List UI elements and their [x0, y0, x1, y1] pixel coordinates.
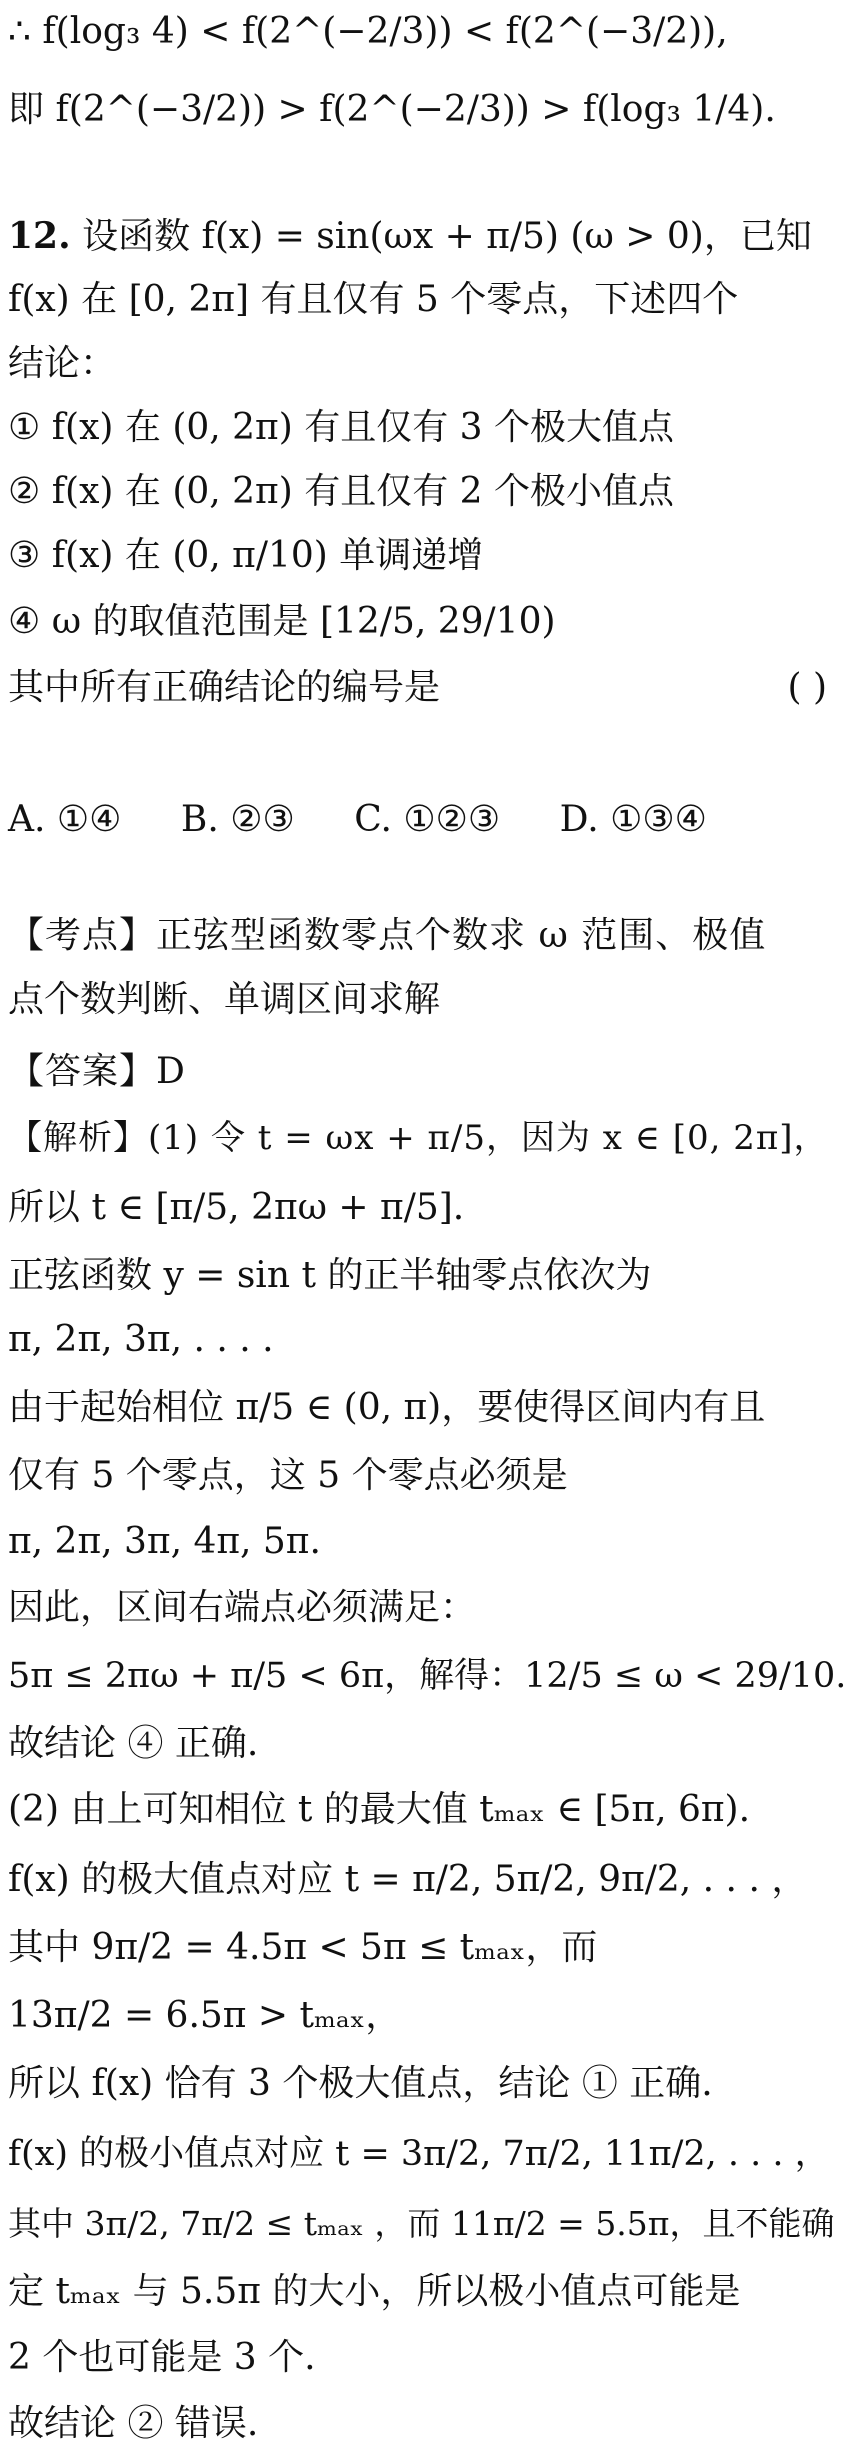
question-number: 12. [8, 215, 71, 257]
question-text: 设函数 f(x) = sin(ωx + π/5) (ω > 0)，已知 [82, 216, 812, 257]
text-line: 结论： [8, 343, 117, 384]
text-line: ∴ f(log₃ 4) < f(2^(−2/3)) < f(2^(−3/2)), [8, 11, 728, 52]
option-c: C. ①②③ [354, 799, 501, 840]
text-line: 13π/2 = 6.5π > tₘₐₓ， [8, 1995, 402, 2036]
question-prompt-line [8, 658, 847, 718]
text-line: π, 2π, 3π, . . . . [8, 1319, 274, 1360]
option-a: A. ①④ [8, 799, 122, 840]
text-line: 定 tₘₐₓ 与 5.5π 的大小，所以极小值点可能是 [8, 2271, 741, 2312]
statement-3: ③ f(x) 在 (0, π/10) 单调递增 [8, 535, 484, 576]
options-row [8, 790, 847, 850]
knowledge-point: 【考点】正弦型函数零点个数求 ω 范围、极值 [8, 915, 767, 956]
answer-line: 【答案】D [8, 1051, 186, 1092]
text-line: 其中 3π/2, 7π/2 ≤ tₘₐₓ ，而 11π/2 = 5.5π，且不能确 [8, 2204, 835, 2243]
text-line: 因此，区间右端点必须满足： [8, 1587, 477, 1628]
text-line: (2) 由上可知相位 t 的最大值 tₘₐₓ ∈ [5π, 6π). [8, 1789, 751, 1830]
text-line: 2 个也可能是 3 个. [8, 2337, 316, 2378]
option-d: D. ①③④ [559, 799, 707, 840]
statement-1: ① f(x) 在 (0, 2π) 有且仅有 3 个极大值点 [8, 407, 675, 448]
statement-2: ② f(x) 在 (0, 2π) 有且仅有 2 个极小值点 [8, 471, 675, 512]
text-line: 所以 f(x) 恰有 3 个极大值点，结论 ① 正确. [8, 2063, 713, 2104]
text-line: f(x) 的极小值点对应 t = 3π/2, 7π/2, 11π/2, . . . ， [8, 2134, 830, 2174]
text-line: 其中 9π/2 = 4.5π < 5π ≤ tₘₐₓ，而 [8, 1927, 598, 1968]
text-line: 故结论 ② 错误. [8, 2403, 259, 2444]
question-stem-line [8, 206, 847, 267]
text-line: 即 f(2^(−3/2)) > f(2^(−2/3)) > f(log₃ 1/4). [8, 89, 776, 130]
text-line: 故结论 ④ 正确. [8, 1723, 259, 1764]
option-b: B. ②③ [180, 799, 295, 840]
text-line: 仅有 5 个零点，这 5 个零点必须是 [8, 1455, 568, 1496]
text-line: π, 2π, 3π, 4π, 5π. [8, 1521, 321, 1562]
text-line: 5π ≤ 2πω + π/5 < 6π，解得：12/5 ≤ ω < 29/10. [8, 1656, 847, 1696]
text-line: f(x) 的极大值点对应 t = π/2, 5π/2, 9π/2, . . . ， [8, 1859, 808, 1900]
text-line: 正弦函数 y = sin t 的正半轴零点依次为 [8, 1255, 652, 1296]
answer-paren: ( ) [787, 667, 827, 708]
text-line: 所以 t ∈ [π/5, 2πω + π/5]. [8, 1187, 465, 1228]
analysis-heading-line: 【解析】(1) 令 t = ωx + π/5，因为 x ∈ [0, 2π]， [8, 1118, 829, 1158]
statement-4: ④ ω 的取值范围是 [12/5, 29/10) [8, 601, 556, 642]
question-prompt: 其中所有正确结论的编号是 [8, 667, 441, 708]
text-line: f(x) 在 [0, 2π] 有且仅有 5 个零点，下述四个 [8, 279, 739, 320]
text-line: 由于起始相位 π/5 ∈ (0, π)，要使得区间内有且 [8, 1387, 766, 1428]
text-line: 点个数判断、单调区间求解 [8, 979, 441, 1020]
